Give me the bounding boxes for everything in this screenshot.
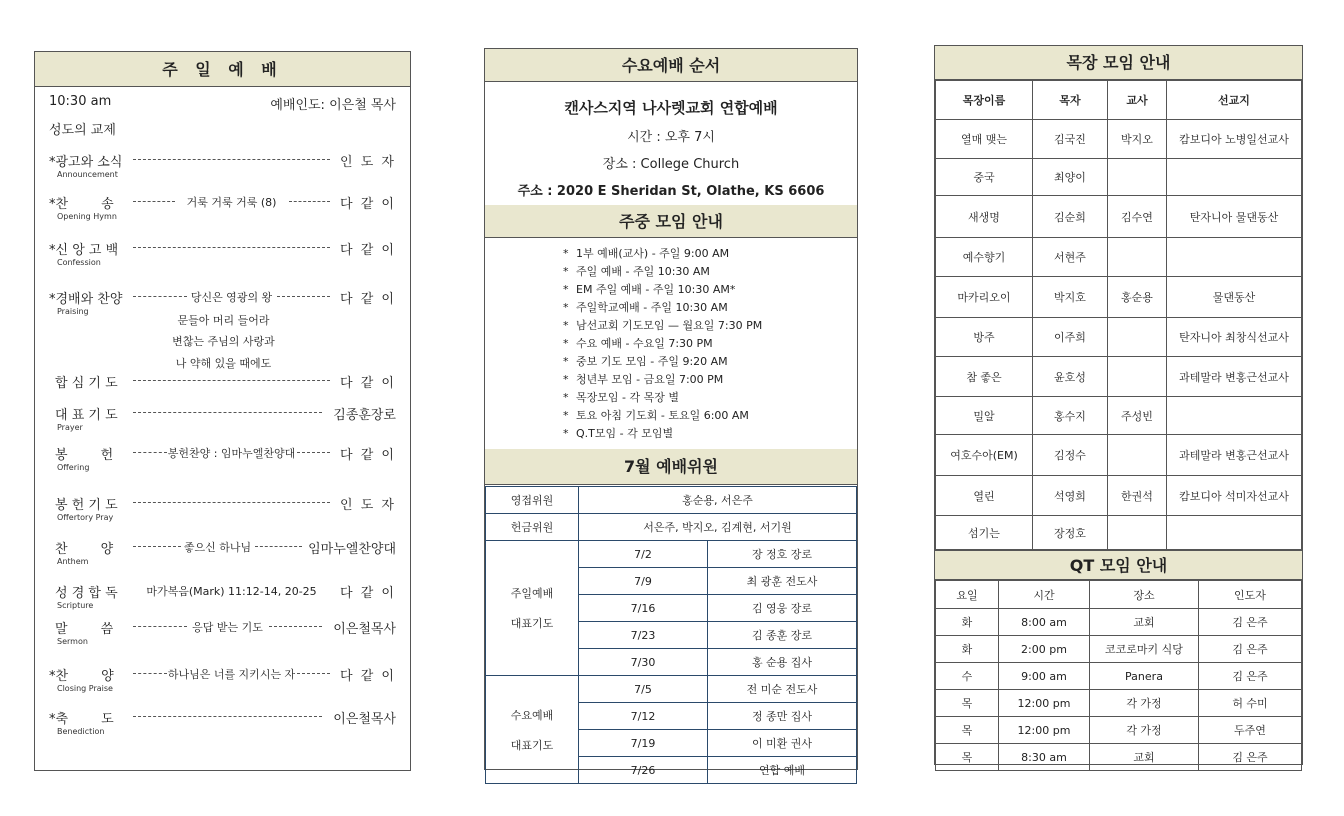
- table-cell: Panera: [1090, 663, 1199, 690]
- table-row: [486, 487, 857, 514]
- table-row: [936, 609, 1302, 636]
- sunday-service-title: 주 일 예 배: [35, 52, 410, 87]
- table-cell: [1108, 159, 1167, 196]
- service-item-english: Anthem: [57, 557, 89, 566]
- union-service-box: [485, 83, 857, 206]
- prayer-group-label: 수요예배: [510, 708, 554, 722]
- weekly-meeting-item: [563, 407, 857, 425]
- table-cell: 8:00 am: [999, 609, 1090, 636]
- bullet-icon: *: [563, 319, 572, 332]
- weekly-meeting-item: [563, 353, 857, 371]
- lyric-line: 변찮는 주님의 사랑과: [172, 335, 275, 348]
- table-cell: 박지호: [1033, 277, 1108, 318]
- service-item-person: 이은철목사: [333, 712, 396, 727]
- service-item-english: Announcement: [57, 170, 118, 179]
- weekly-meeting-text: 청년부 모임 - 금요일 7:00 PM: [576, 373, 724, 386]
- prayer-date: 7/2: [579, 541, 708, 568]
- table-cell: [1108, 357, 1167, 397]
- dotted-leader: [133, 201, 175, 202]
- service-time: 10:30 am: [49, 94, 112, 109]
- table-cell: [1108, 318, 1167, 357]
- table-cell: 김순희: [1033, 196, 1108, 238]
- table-cell: 중국: [936, 159, 1033, 196]
- table-row: [936, 196, 1302, 238]
- service-item-label: *축 도: [49, 712, 114, 727]
- service-leader: 예배인도: 이은철 목사: [270, 98, 396, 113]
- service-item-person: 다 같 이: [340, 197, 396, 212]
- table-cell: 8:30 am: [999, 744, 1090, 771]
- table-cell: 탄자니아 최창식선교사: [1167, 318, 1302, 357]
- table-cell: 교회: [1090, 744, 1199, 771]
- weekly-meeting-item: [563, 389, 857, 407]
- dotted-leader: [297, 452, 331, 453]
- wednesday-order-title: 수요예배 순서: [485, 49, 857, 82]
- table-cell: [1167, 238, 1302, 277]
- prayer-group-label: 대표기도: [510, 617, 554, 630]
- dotted-leader: [255, 546, 303, 547]
- column-header: 교사: [1108, 81, 1167, 120]
- table-row: [936, 516, 1302, 550]
- dotted-leader: [133, 716, 322, 717]
- dotted-leader: [133, 159, 330, 160]
- table-row: [936, 435, 1302, 476]
- offering-names: 서은주, 박지오, 김계현, 서기원: [579, 514, 857, 541]
- service-item-person: 인 도 자: [340, 498, 396, 513]
- table-row: [936, 318, 1302, 357]
- weekly-meeting-text: 1부 예배(교사) - 주일 9:00 AM: [576, 247, 730, 260]
- service-item-english: Opening Hymn: [57, 212, 117, 221]
- column-header: 인도자: [1199, 581, 1302, 609]
- table-cell: 서현주: [1033, 238, 1108, 277]
- prayer-date: 7/26: [579, 757, 708, 784]
- weekly-meeting-text: 수요 예배 - 수요일 7:30 PM: [576, 337, 713, 350]
- service-item-person: 다 같 이: [340, 448, 396, 463]
- weekly-meeting-text: Q.T모임 - 각 모임별: [576, 427, 674, 440]
- table-cell: 김 은주: [1199, 636, 1302, 663]
- service-item-person: 인 도 자: [340, 155, 396, 170]
- dotted-leader: [133, 626, 187, 627]
- prayer-date: 7/19: [579, 730, 708, 757]
- table-cell: 최양이: [1033, 159, 1108, 196]
- table-cell: 김국진: [1033, 120, 1108, 159]
- table-cell: 캄보디아 석미자선교사: [1167, 476, 1302, 516]
- table-cell: 석영희: [1033, 476, 1108, 516]
- service-item-label: 대 표 기 도: [55, 408, 118, 423]
- service-item-english: Benediction: [57, 727, 105, 736]
- table-cell: [1167, 159, 1302, 196]
- table-cell: 탄자니아 물댄동산: [1167, 196, 1302, 238]
- table-cell: [1108, 238, 1167, 277]
- table-cell: 화: [936, 636, 999, 663]
- prayer-date: 7/30: [579, 649, 708, 676]
- prayer-date: 7/23: [579, 622, 708, 649]
- service-item-person: 이은철목사: [333, 622, 396, 637]
- prayer-date: 7/5: [579, 676, 708, 703]
- service-item-person: 다 같 이: [340, 243, 396, 258]
- table-cell: 이주희: [1033, 318, 1108, 357]
- service-item-detail: 하나님은 너를 지키시는 자: [167, 668, 296, 681]
- bullet-icon: *: [563, 337, 572, 350]
- weekly-meeting-text: 중보 기도 모임 - 주일 9:20 AM: [576, 355, 728, 368]
- table-row: [936, 238, 1302, 277]
- prayer-date: 7/9: [579, 568, 708, 595]
- prayer-leader: 김 종훈 장로: [708, 622, 857, 649]
- service-item-label: 봉 헌 기 도: [55, 498, 118, 513]
- weekly-meeting-item: [563, 281, 857, 299]
- table-cell: 김 은주: [1199, 744, 1302, 771]
- table-cell: 수: [936, 663, 999, 690]
- service-item-label: *경배와 찬양: [49, 292, 123, 307]
- service-item-english: Scripture: [57, 601, 94, 610]
- table-row: [936, 357, 1302, 397]
- service-item-detail: 좋으신 하나님: [183, 541, 252, 554]
- qt-table: [935, 580, 1302, 771]
- service-item-label: *찬 양: [49, 669, 114, 684]
- table-row: [936, 663, 1302, 690]
- table-row: [936, 159, 1302, 196]
- lyric-line: 문들아 머리 들어라: [177, 314, 270, 327]
- column-header: 장소: [1090, 581, 1199, 609]
- july-committee-table-wrap: [485, 486, 857, 784]
- table-row: [936, 397, 1302, 435]
- weekly-meetings-title: 주중 모임 안내: [485, 205, 857, 238]
- service-item-english: Sermon: [57, 637, 88, 646]
- table-cell: 목: [936, 690, 999, 717]
- table-cell: 김 은주: [1199, 609, 1302, 636]
- table-cell: 김수연: [1108, 196, 1167, 238]
- greeters-label: 영접위원: [486, 487, 579, 514]
- service-item-person: 다 같 이: [340, 292, 396, 307]
- table-cell: 예수향기: [936, 238, 1033, 277]
- service-item-person: 다 같 이: [340, 586, 396, 601]
- table-cell: 2:00 pm: [999, 636, 1090, 663]
- bullet-icon: *: [563, 427, 572, 440]
- july-committee-table: [485, 486, 857, 784]
- table-cell: 허 수미: [1199, 690, 1302, 717]
- weekly-meeting-text: 주일 예배 - 주일 10:30 AM: [576, 265, 710, 278]
- table-row: [936, 636, 1302, 663]
- table-cell: 열린: [936, 476, 1033, 516]
- service-item-english: Offertory Pray: [57, 513, 114, 522]
- prayer-date: 7/12: [579, 703, 708, 730]
- table-cell: 각 가정: [1090, 690, 1199, 717]
- weekly-meeting-text: 토요 아침 기도회 - 토요일 6:00 AM: [576, 409, 749, 422]
- table-row: [486, 676, 857, 703]
- bullet-icon: *: [563, 409, 572, 422]
- table-cell: 코코로마키 식당: [1090, 636, 1199, 663]
- service-item-english: Prayer: [57, 423, 83, 432]
- weekly-meeting-item: [563, 425, 857, 443]
- table-cell: [1167, 516, 1302, 550]
- prayer-group-label: 주일예배: [510, 587, 554, 600]
- table-cell: 마카리오이: [936, 277, 1033, 318]
- table-row: [936, 690, 1302, 717]
- dotted-leader: [133, 412, 322, 413]
- weekly-meeting-text: EM 주일 예배 - 주일 10:30 AM*: [576, 283, 736, 296]
- table-row: [936, 476, 1302, 516]
- bullet-icon: *: [563, 391, 572, 404]
- prayer-leader: 전 미순 전도사: [708, 676, 857, 703]
- table-cell: 목: [936, 744, 999, 771]
- service-item-english: Closing Praise: [57, 684, 113, 693]
- table-cell: 주성빈: [1108, 397, 1167, 435]
- union-service-address: 주소 : 2020 E Sheridan St, Olathe, KS 6606: [517, 184, 825, 199]
- weekly-meeting-item: [563, 335, 857, 353]
- dotted-leader: [133, 380, 330, 381]
- table-cell: 장정호: [1033, 516, 1108, 550]
- service-item-label: *신 앙 고 백: [49, 243, 119, 258]
- table-cell: 김 은주: [1199, 663, 1302, 690]
- table-header-row: [936, 81, 1302, 120]
- dotted-leader: [269, 626, 323, 627]
- table-cell: 두주연: [1199, 717, 1302, 744]
- prayer-leader: 이 미환 권사: [708, 730, 857, 757]
- dotted-leader: [289, 201, 331, 202]
- weekly-meeting-text: 주일학교예배 - 주일 10:30 AM: [576, 301, 728, 314]
- union-service-place: 장소 : College Church: [602, 157, 740, 172]
- union-service-title: 캔사스지역 나사렛교회 연합예배: [564, 99, 778, 117]
- table-cell: 섬기는: [936, 516, 1033, 550]
- service-item-english: Praising: [57, 307, 89, 316]
- table-cell: 새생명: [936, 196, 1033, 238]
- service-item-detail: 당신은 영광의 왕: [190, 291, 273, 304]
- service-item-detail: 거룩 거룩 거룩 (8): [186, 196, 277, 209]
- table-cell: 홍순용: [1108, 277, 1167, 318]
- service-item-label: 봉 헌: [55, 448, 114, 463]
- column-header: 요일: [936, 581, 999, 609]
- mokjang-table: [935, 80, 1302, 550]
- table-cell: 홍수지: [1033, 397, 1108, 435]
- service-item-label: 합 심 기 도: [55, 376, 118, 391]
- prayer-leader: 최 광훈 전도사: [708, 568, 857, 595]
- weekly-meeting-item: [563, 371, 857, 389]
- service-item-english: Offering: [57, 463, 90, 472]
- column-header: 목장이름: [936, 81, 1033, 120]
- weekly-meeting-item: [563, 245, 857, 263]
- sunday-prayer-label: [486, 541, 579, 676]
- weekday-panel: [484, 48, 858, 777]
- table-cell: 밀알: [936, 397, 1033, 435]
- table-row: [486, 541, 857, 568]
- union-service-time: 시간 : 오후 7시: [627, 130, 715, 145]
- table-cell: [1108, 516, 1167, 550]
- table-cell: 교회: [1090, 609, 1199, 636]
- table-cell: 윤호성: [1033, 357, 1108, 397]
- weekly-meeting-item: [563, 299, 857, 317]
- prayer-leader: 장 정호 장로: [708, 541, 857, 568]
- weekly-meeting-item: [563, 263, 857, 281]
- qt-title: QT 모임 안내: [935, 550, 1302, 580]
- service-item-person: 다 같 이: [340, 376, 396, 391]
- dotted-leader: [133, 673, 167, 674]
- bullet-icon: *: [563, 355, 572, 368]
- service-item-label: 찬 양: [55, 542, 114, 557]
- table-cell: 박지오: [1108, 120, 1167, 159]
- table-cell: 한권석: [1108, 476, 1167, 516]
- table-cell: 과테말라 변홍근선교사: [1167, 435, 1302, 476]
- bullet-icon: *: [563, 283, 572, 296]
- prayer-date: 7/16: [579, 595, 708, 622]
- service-item-person: 임마누엘찬양대: [308, 542, 396, 557]
- weekly-meetings-list: [485, 239, 857, 450]
- weekly-meeting-text: 남선교회 기도모임 — 월요일 7:30 PM: [576, 319, 763, 332]
- dotted-leader: [133, 452, 167, 453]
- table-row: [936, 717, 1302, 744]
- group-meetings-panel: [934, 45, 1303, 765]
- service-item-detail: 마가복음(Mark) 11:12-14, 20-25: [146, 585, 317, 598]
- mokjang-title: 목장 모임 안내: [935, 46, 1302, 80]
- table-row: [936, 744, 1302, 771]
- service-item-label: 말 씀: [55, 622, 114, 637]
- bullet-icon: *: [563, 247, 572, 260]
- service-item-label: *찬 송: [49, 197, 114, 212]
- table-cell: 각 가정: [1090, 717, 1199, 744]
- dotted-leader: [133, 502, 330, 503]
- table-row: [486, 514, 857, 541]
- table-cell: 12:00 pm: [999, 690, 1090, 717]
- table-header-row: [936, 581, 1302, 609]
- table-cell: 여호수아(EM): [936, 435, 1033, 476]
- table-row: [936, 120, 1302, 159]
- dotted-leader: [277, 296, 331, 297]
- prayer-leader: 연합 예배: [708, 757, 857, 784]
- service-item-english: Confession: [57, 258, 101, 267]
- dotted-leader: [133, 247, 330, 248]
- column-header: 선교지: [1167, 81, 1302, 120]
- column-header: 시간: [999, 581, 1090, 609]
- bullet-icon: *: [563, 373, 572, 386]
- table-cell: 열매 맺는: [936, 120, 1033, 159]
- service-item-person: 다 같 이: [340, 669, 396, 684]
- table-cell: 참 좋은: [936, 357, 1033, 397]
- table-cell: [1108, 435, 1167, 476]
- table-cell: 과테말라 변홍근선교사: [1167, 357, 1302, 397]
- offering-label: 헌금위원: [486, 514, 579, 541]
- service-item-detail: 봉헌찬양 : 임마누엘찬양대: [167, 447, 296, 460]
- greeters-names: 홍순용, 서은주: [579, 487, 857, 514]
- service-item-label: 성 경 합 독: [55, 586, 118, 601]
- table-cell: 9:00 am: [999, 663, 1090, 690]
- dotted-leader: [297, 673, 331, 674]
- service-item-label: *광고와 소식: [49, 155, 123, 170]
- july-committee-title: 7월 예배위원: [485, 449, 857, 485]
- table-cell: 화: [936, 609, 999, 636]
- prayer-leader: 정 종만 집사: [708, 703, 857, 730]
- table-cell: 김정수: [1033, 435, 1108, 476]
- prayer-leader: 김 영웅 장로: [708, 595, 857, 622]
- table-cell: 12:00 pm: [999, 717, 1090, 744]
- prayer-group-label: 대표기도: [510, 738, 554, 752]
- table-cell: [1167, 397, 1302, 435]
- service-item-person: 김종훈장로: [333, 408, 396, 423]
- bullet-icon: *: [563, 301, 572, 314]
- weekly-meeting-item: [563, 317, 857, 335]
- table-row: [936, 277, 1302, 318]
- table-cell: 목: [936, 717, 999, 744]
- dotted-leader: [133, 296, 187, 297]
- table-cell: 물댄동산: [1167, 277, 1302, 318]
- wednesday-prayer-label: [486, 676, 579, 784]
- service-item-detail: 응답 받는 기도: [192, 621, 263, 634]
- fellowship-label: 성도의 교제: [49, 123, 116, 138]
- prayer-leader: 홍 순용 집사: [708, 649, 857, 676]
- sunday-service-panel: [34, 51, 411, 771]
- bullet-icon: *: [563, 265, 572, 278]
- table-cell: 캄보디아 노병일선교사: [1167, 120, 1302, 159]
- weekly-meeting-text: 목장모임 - 각 목장 별: [576, 391, 679, 404]
- dotted-leader: [133, 546, 181, 547]
- table-cell: 방주: [936, 318, 1033, 357]
- lyric-line: 나 약해 있을 때에도: [175, 357, 272, 370]
- column-header: 목자: [1033, 81, 1108, 120]
